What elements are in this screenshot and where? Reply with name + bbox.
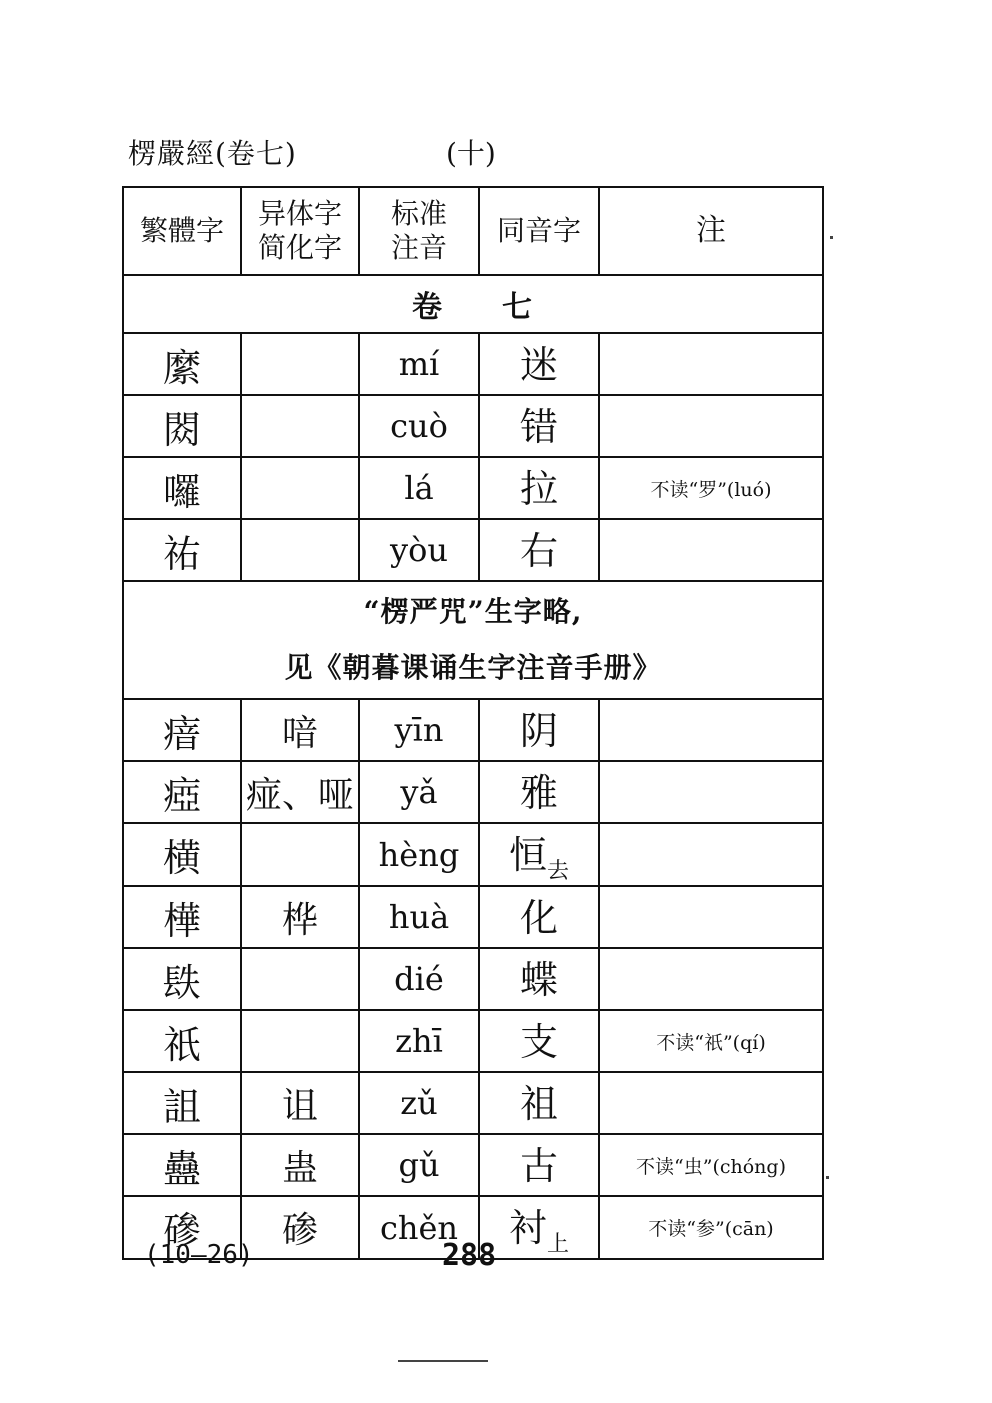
variant-cell (241, 395, 359, 457)
homophone-cell (479, 1134, 599, 1196)
scan-speck (398, 1360, 488, 1362)
table-row (123, 333, 823, 395)
col-header-variant-line1: 异体字 (257, 197, 342, 231)
homophone-cell (479, 457, 599, 519)
homophone-cell (479, 699, 599, 761)
homophone-char: 右 (519, 529, 558, 573)
volume-banner-part2: 七 (502, 290, 534, 325)
homophone-char: 衬 (508, 1206, 547, 1250)
section-number: (十) (446, 137, 496, 170)
variant-cell: 桦 (241, 886, 359, 948)
homophone-char: 雅 (519, 771, 558, 815)
traditional-cell: 閦 (123, 395, 241, 457)
col-header-note: 注 (599, 187, 823, 275)
footer-code: (10—26) (144, 1240, 254, 1270)
table-row (123, 761, 823, 823)
variant-cell (241, 457, 359, 519)
pronunciation-table (122, 186, 824, 1260)
book-title: 楞嚴經(卷七) (128, 137, 297, 170)
note-cell (599, 823, 823, 886)
homophone-cell (479, 1196, 599, 1259)
traditional-cell: 囉 (123, 457, 241, 519)
page-header (128, 132, 828, 172)
volume-banner-part1: 卷 (412, 290, 444, 325)
col-header-variant (241, 187, 359, 275)
omission-notice-line1: “楞严咒”生字略, (363, 595, 583, 628)
note-cell (599, 333, 823, 395)
traditional-cell: 祇 (123, 1010, 241, 1072)
homophone-cell (479, 761, 599, 823)
tone-mark: 去 (547, 859, 570, 884)
table-row (123, 699, 823, 761)
col-header-pinyin-line1: 标准 (390, 197, 447, 231)
table-header-row (123, 187, 823, 275)
homophone-cell (479, 519, 599, 581)
col-header-variant-line2: 简化字 (257, 231, 342, 264)
homophone-char: 祖 (519, 1082, 558, 1126)
table-row (123, 457, 823, 519)
table-row (123, 823, 823, 886)
traditional-cell: 樺 (123, 886, 241, 948)
col-header-traditional: 繁體字 (123, 187, 241, 275)
traditional-cell: 镻 (123, 948, 241, 1010)
note-cell: 不读“参”(cān) (599, 1196, 823, 1259)
note-cell: 不读“罗”(luó) (599, 457, 823, 519)
pinyin-cell: yǎ (359, 761, 479, 823)
traditional-cell: 蠱 (123, 1134, 241, 1196)
col-header-pinyin-line2: 注音 (390, 231, 447, 264)
page-number: 288 (442, 1238, 497, 1273)
note-cell: 不读“祇”(qí) (599, 1010, 823, 1072)
variant-cell (241, 519, 359, 581)
traditional-cell: 横 (123, 823, 241, 886)
col-header-homophone: 同音字 (479, 187, 599, 275)
note-cell (599, 948, 823, 1010)
traditional-cell: 磣 (123, 1196, 241, 1259)
note-cell (599, 699, 823, 761)
table-row (123, 1134, 823, 1196)
homophone-cell (479, 823, 599, 886)
table-row (123, 395, 823, 457)
volume-banner (123, 275, 823, 333)
note-cell: 不读“虫”(chóng) (599, 1134, 823, 1196)
homophone-cell (479, 395, 599, 457)
homophone-char: 迷 (519, 343, 558, 387)
variant-cell (241, 1010, 359, 1072)
variant-cell (241, 948, 359, 1010)
volume-banner-cell (123, 275, 823, 333)
pinyin-cell: zǔ (359, 1072, 479, 1134)
table-row (123, 948, 823, 1010)
variant-cell (241, 333, 359, 395)
note-cell (599, 1072, 823, 1134)
pinyin-cell: cuò (359, 395, 479, 457)
omission-notice-line2: 见《朝暮课诵生字注音手册》 (284, 651, 662, 684)
pinyin-cell: dié (359, 948, 479, 1010)
variant-cell: 喑 (241, 699, 359, 761)
traditional-cell: 祐 (123, 519, 241, 581)
scan-speck (830, 236, 833, 239)
pinyin-cell: zhī (359, 1010, 479, 1072)
homophone-cell (479, 948, 599, 1010)
omission-notice-cell (123, 581, 823, 699)
pinyin-cell: chěn (359, 1196, 479, 1259)
pinyin-cell: lá (359, 457, 479, 519)
col-header-pinyin (359, 187, 479, 275)
traditional-cell: 瘂 (123, 761, 241, 823)
homophone-char: 古 (519, 1144, 558, 1188)
homophone-char: 支 (519, 1020, 558, 1064)
table-row (123, 1072, 823, 1134)
homophone-char: 拉 (519, 467, 558, 511)
note-cell (599, 886, 823, 948)
homophone-cell (479, 1072, 599, 1134)
variant-cell: 蛊 (241, 1134, 359, 1196)
pinyin-cell: hèng (359, 823, 479, 886)
pinyin-cell: huà (359, 886, 479, 948)
homophone-cell (479, 886, 599, 948)
table-row (123, 519, 823, 581)
traditional-cell: 瘖 (123, 699, 241, 761)
traditional-cell: 縻 (123, 333, 241, 395)
note-cell (599, 519, 823, 581)
note-cell (599, 395, 823, 457)
pinyin-cell: yòu (359, 519, 479, 581)
pinyin-cell: mí (359, 333, 479, 395)
pinyin-cell: gǔ (359, 1134, 479, 1196)
homophone-cell (479, 1010, 599, 1072)
homophone-char: 恒 (508, 833, 547, 877)
table-row (123, 886, 823, 948)
variant-cell: 痖、哑 (241, 761, 359, 823)
pinyin-cell: yīn (359, 699, 479, 761)
variant-cell (241, 823, 359, 886)
scan-speck (826, 1176, 829, 1179)
homophone-char: 化 (519, 896, 558, 940)
traditional-cell: 詛 (123, 1072, 241, 1134)
variant-cell: 诅 (241, 1072, 359, 1134)
note-cell (599, 761, 823, 823)
homophone-cell (479, 333, 599, 395)
table-row (123, 1010, 823, 1072)
homophone-char: 阴 (519, 709, 558, 753)
variant-cell: 碜 (241, 1196, 359, 1259)
homophone-char: 错 (519, 405, 558, 449)
omission-notice (123, 581, 823, 699)
tone-mark: 上 (547, 1232, 570, 1257)
homophone-char: 蝶 (519, 958, 558, 1002)
